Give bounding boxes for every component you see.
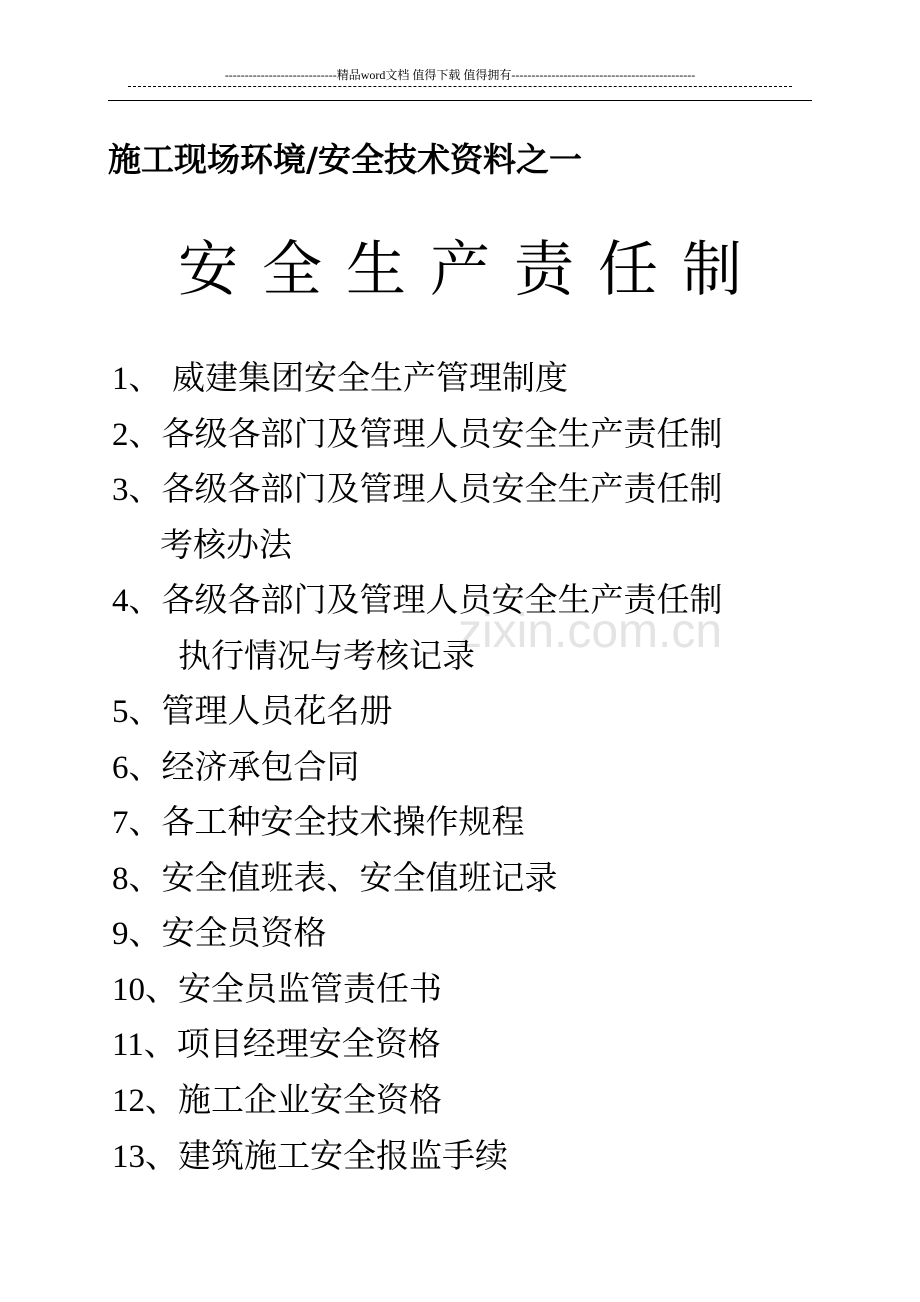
toc-item-number: 6、	[112, 750, 162, 786]
toc-item-text: 安全员监管责任书	[178, 969, 442, 1008]
toc-item	[112, 572, 723, 629]
toc-item-text: 各级各部门及管理人员安全生产责任制	[161, 580, 723, 619]
toc-item-text: 安全员资格	[161, 913, 327, 952]
document-title: 安全生产责任制	[178, 235, 766, 305]
toc-item-number: 2、	[112, 417, 162, 453]
toc-item	[112, 850, 558, 907]
toc-item-text: 威建集团安全生产管理制度	[161, 358, 568, 397]
toc-item	[112, 350, 568, 407]
toc-item	[112, 1072, 442, 1129]
toc-item-number: 12、	[112, 1083, 178, 1119]
page-header-banner: ----------------------------精品word文档 值得下载 值得拥有----------------------------------------------	[224, 68, 696, 82]
toc-item	[112, 1128, 508, 1185]
header-dashed-line	[128, 86, 792, 87]
toc-item-text: 施工企业安全资格	[178, 1080, 442, 1119]
toc-item-continuation: 考核办法	[160, 525, 292, 564]
toc-item-text: 建筑施工安全报监手续	[178, 1136, 508, 1175]
toc-item-number: 3、	[112, 472, 162, 508]
toc-item-number: 7、	[112, 805, 162, 841]
toc-item-number: 10、	[112, 972, 178, 1008]
watermark-text: zixin.com.cn	[458, 605, 723, 658]
toc-item-text: 安全值班表、安全值班记录	[161, 858, 558, 897]
toc-item-number: 4、	[112, 583, 162, 619]
toc-item-number: 1、	[112, 361, 162, 397]
toc-item-continuation: 执行情况与考核记录	[178, 636, 475, 675]
toc-item	[112, 794, 525, 851]
toc-item-number: 5、	[112, 694, 162, 730]
header-rule	[108, 100, 812, 101]
toc-item-text: 经济承包合同	[161, 747, 360, 786]
toc-item-text: 各级各部门及管理人员安全生产责任制	[161, 414, 723, 453]
toc-item	[112, 683, 393, 740]
toc-item-number: 13、	[112, 1139, 178, 1175]
toc-item	[112, 1016, 441, 1073]
toc-item-text: 管理人员花名册	[161, 691, 393, 730]
toc-item	[112, 905, 327, 962]
toc-item	[112, 961, 442, 1018]
toc-item	[112, 739, 360, 796]
toc-item-text: 各工种安全技术操作规程	[161, 802, 525, 841]
toc-item	[112, 461, 723, 518]
document-heading: 施工现场环境/安全技术资料之一	[108, 140, 583, 179]
toc-item	[112, 406, 723, 463]
toc-item-number: 8、	[112, 861, 162, 897]
toc-item-number: 11、	[112, 1027, 177, 1063]
toc-item-number: 9、	[112, 916, 162, 952]
toc-item-text: 项目经理安全资格	[176, 1024, 441, 1063]
toc-item-text: 各级各部门及管理人员安全生产责任制	[161, 469, 723, 508]
